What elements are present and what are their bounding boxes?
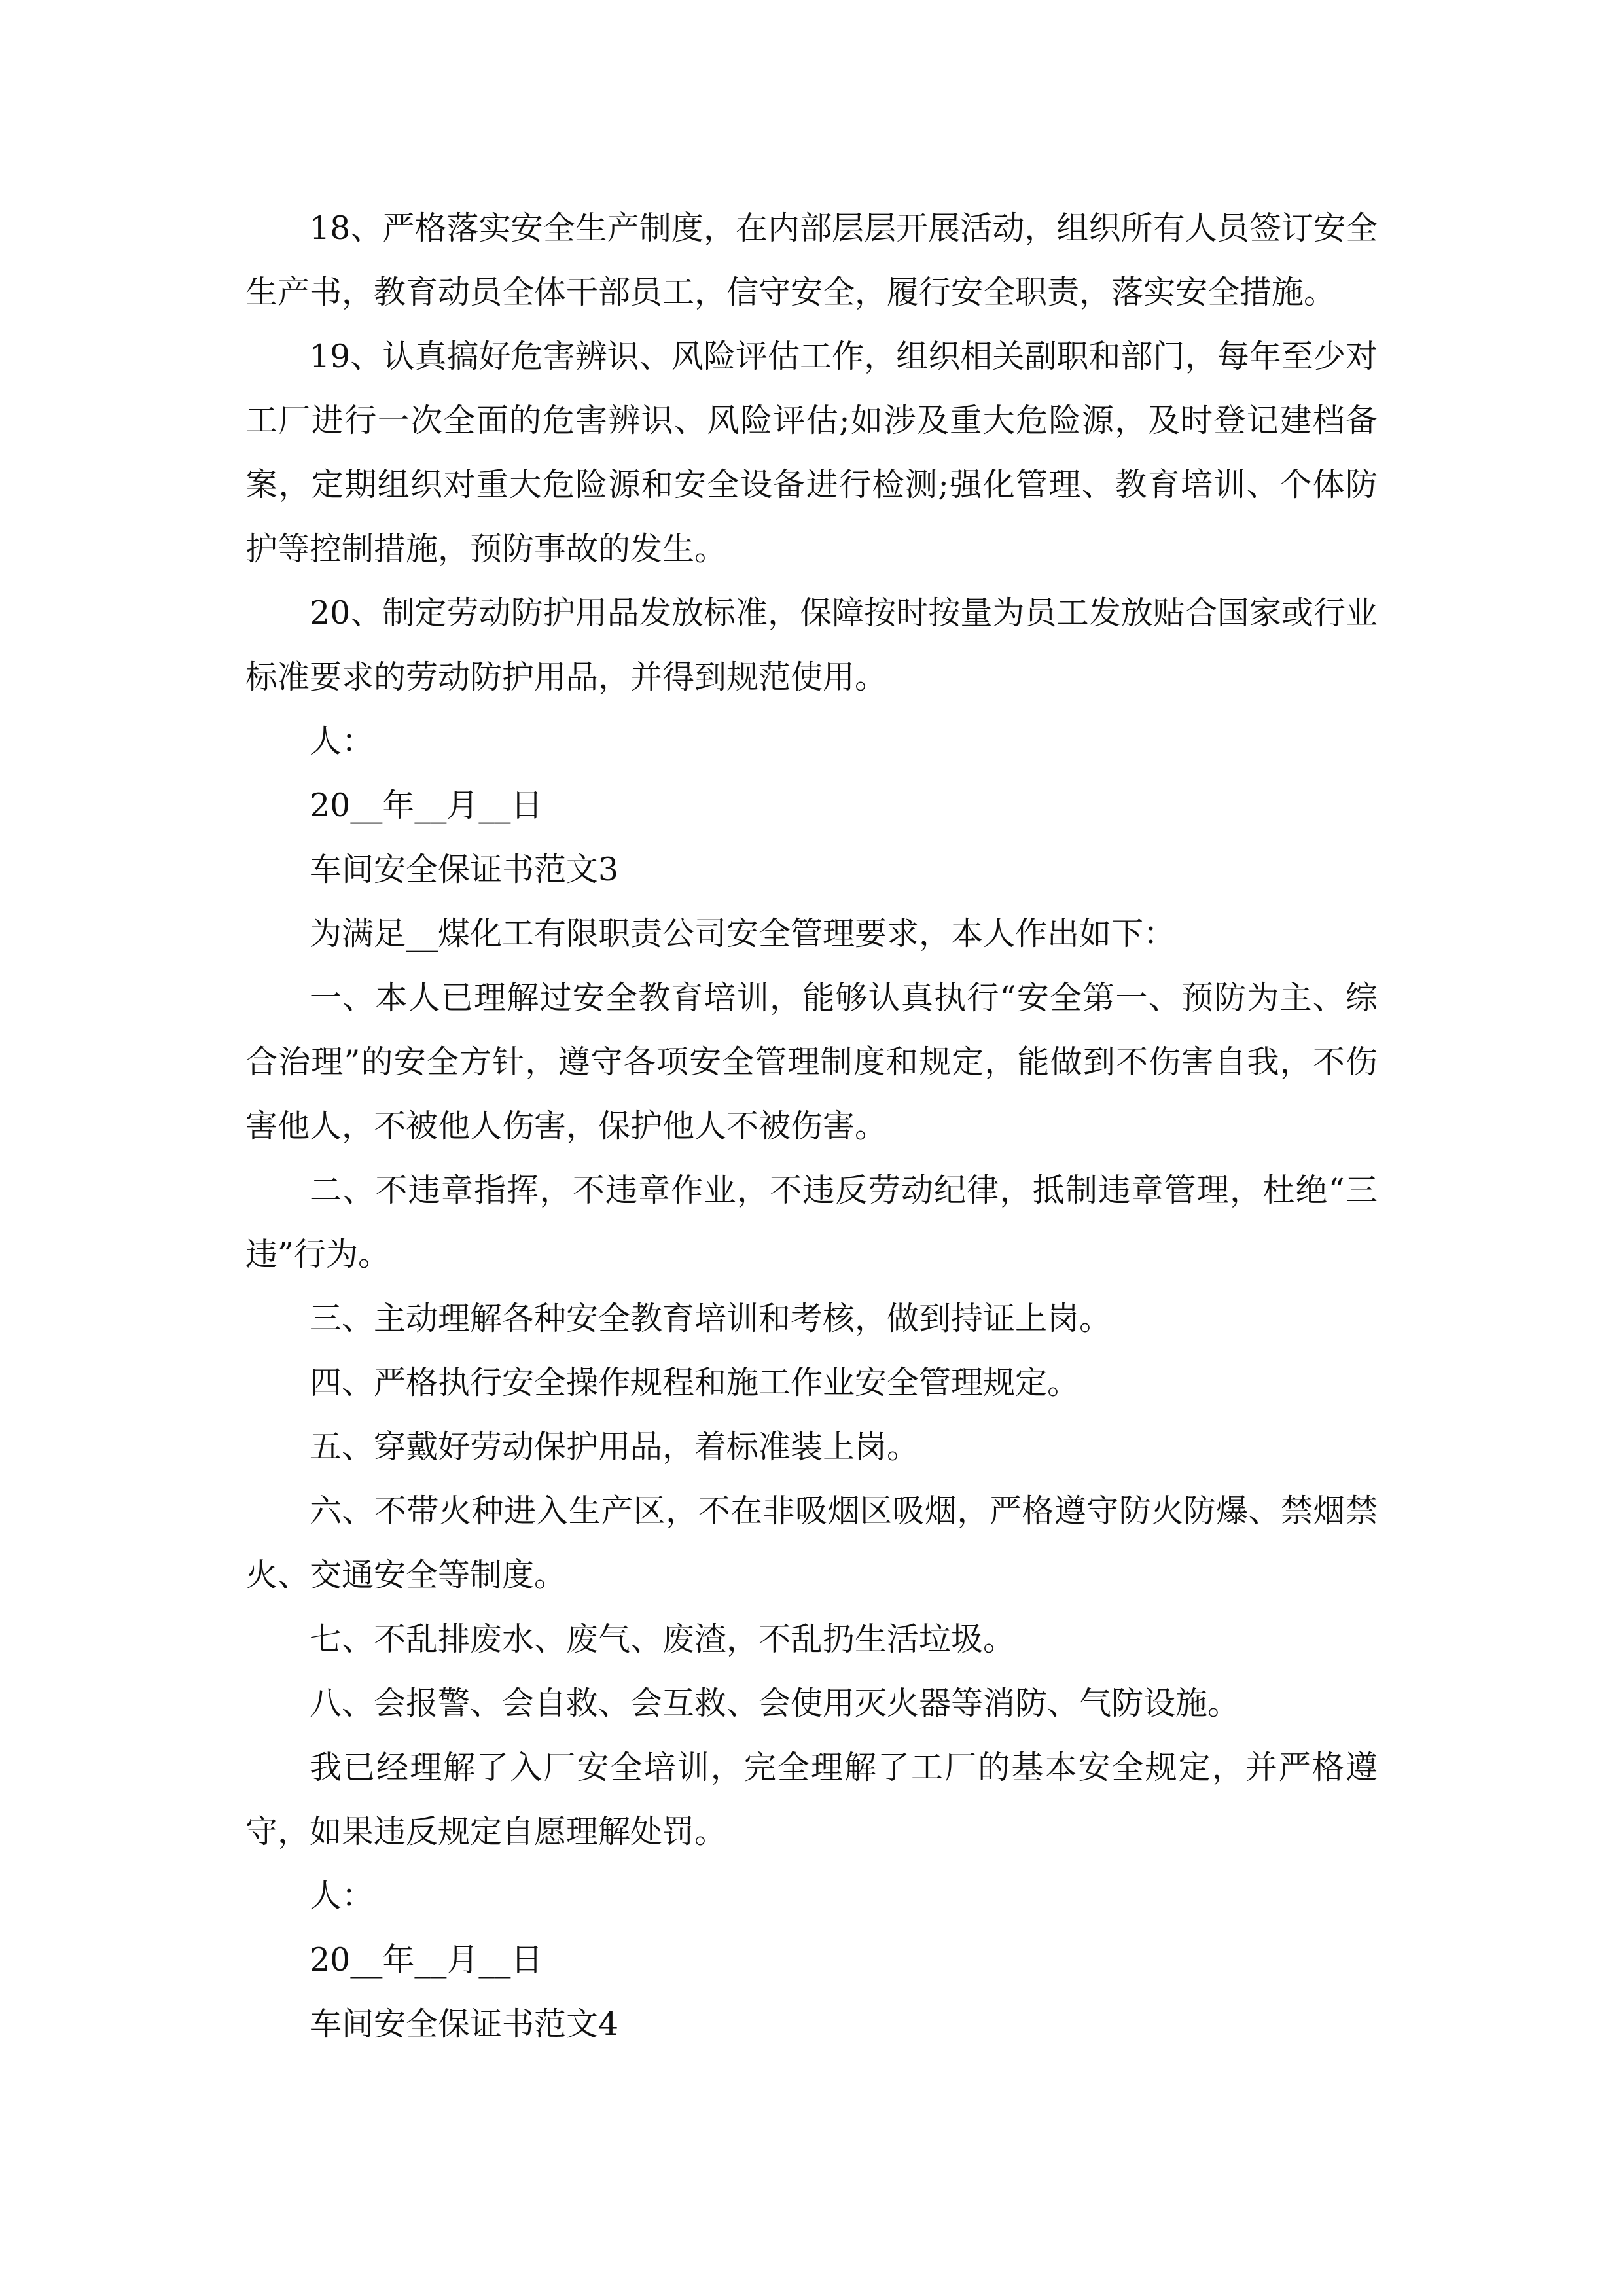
pledge-item-5: 五、穿戴好劳动保护用品，着标准装上岗。 — [310, 1428, 919, 1465]
pledge-item-7: 七、不乱排废水、废气、废渣，不乱扔生活垃圾。 — [310, 1621, 1016, 1658]
pledge-item-4: 四、严格执行安全操作规程和施工作业安全管理规定。 — [310, 1364, 1080, 1401]
pledge-item-8: 八、会报警、会自救、会互救、会使用灭火器等消防、气防设施。 — [310, 1685, 1240, 1722]
pledge-item-2: 二、不违章指挥，不违章作业，不违反劳动纪律，抵制违章管理，杜绝“三违”行为。 — [245, 1172, 1378, 1273]
closing-paragraph: 我已经理解了入厂安全培训，完全理解了工厂的基本安全规定，并严格遵守，如果违反规定自愿理解处罚。 — [245, 1749, 1378, 1850]
signature-label: 人： — [310, 723, 374, 760]
paragraph-item-20: 20、制定劳动防护用品发放标准，保障按时按量为员工发放贴合国家或行业标准要求的劳动防护用品，并得到规范使用。 — [245, 594, 1378, 696]
paragraph-item-18: 18、严格落实安全生产制度，在内部层层开展活动，组织所有人员签订安全生产书，教育动员全体干部员工，信守安全，履行安全职责，落实安全措施。 — [245, 209, 1378, 311]
date-line: 20__年__月__日 — [310, 1941, 543, 1979]
section-title-3: 车间安全保证书范文3 — [310, 851, 619, 888]
paragraph-item-19: 19、认真搞好危害辨识、风险评估工作，组织相关副职和部门，每年至少对工厂进行一次全面的危害辨识、风险评估;如涉及重大危险源，及时登记建档备案，定期组织对重大危险源和安全设备进行检测;强化管理、教育培训、个体防护等控制措施，预防事故的发生。 — [245, 338, 1378, 567]
section-title-4: 车间安全保证书范文4 — [310, 2005, 619, 2043]
intro-paragraph: 为满足__煤化工有限职责公司安全管理要求，本人作出如下： — [310, 915, 1176, 952]
pledge-item-1: 一、本人已理解过安全教育培训，能够认真执行“安全第一、预防为主、综合治理”的安全方针，遵守各项安全管理制度和规定，能做到不伤害自我，不伤害他人，不被他人伤害，保护他人不被伤害。 — [245, 979, 1378, 1145]
signature-label: 人： — [310, 1877, 374, 1914]
document-body — [245, 196, 1378, 2056]
date-line: 20__年__月__日 — [310, 787, 543, 824]
pledge-item-3: 三、主动理解各种安全教育培训和考核，做到持证上岗。 — [310, 1300, 1112, 1337]
pledge-item-6: 六、不带火种进入生产区，不在非吸烟区吸烟，严格遵守防火防爆、禁烟禁火、交通安全等制度。 — [245, 1492, 1378, 1594]
